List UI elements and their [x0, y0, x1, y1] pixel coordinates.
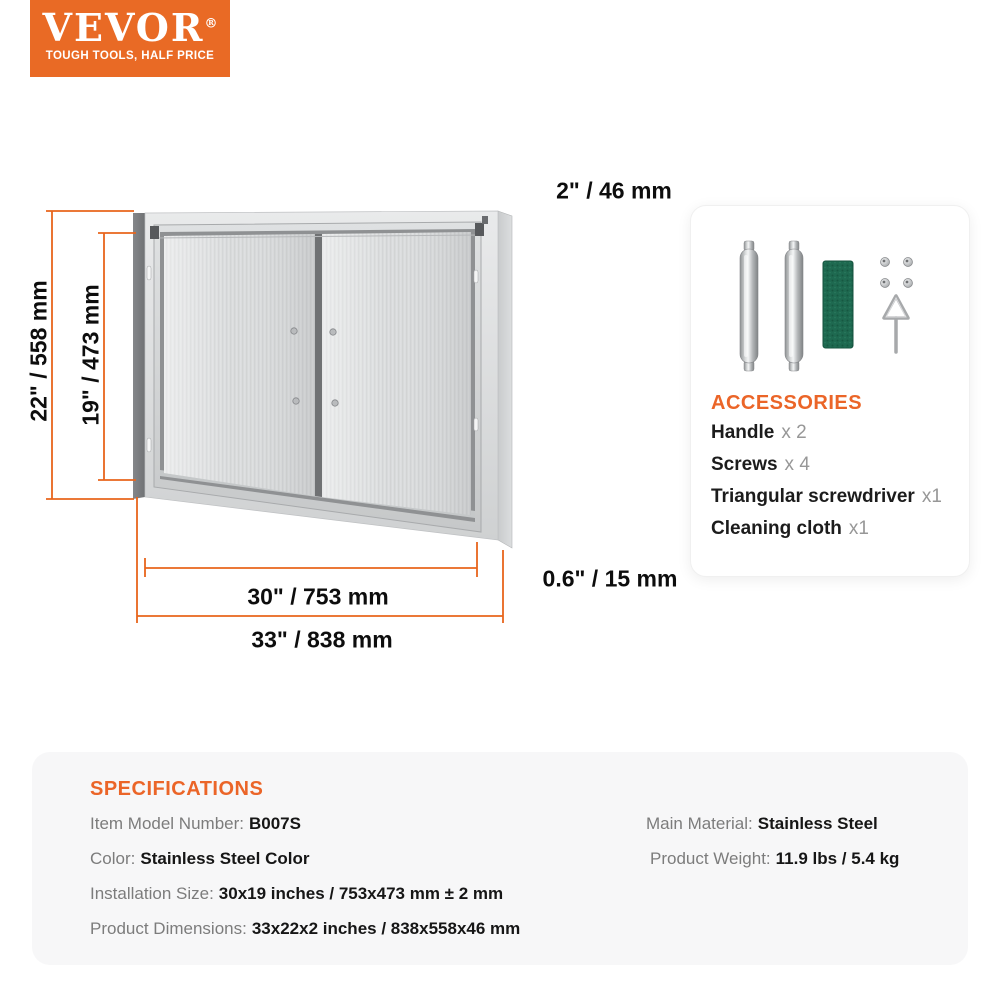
screwdriver-icon [884, 296, 908, 352]
accessory-row-screws [711, 454, 810, 476]
accessory-row-cloth [711, 518, 869, 540]
screw-hole [291, 328, 297, 334]
hinge-block-right [475, 223, 484, 236]
brand-logo [30, 0, 230, 77]
front-view [133, 211, 512, 548]
accessory-count: x 2 [781, 422, 807, 443]
spec-row-model [90, 814, 301, 834]
dim-height-inner-label: 19" / 473 mm [77, 284, 104, 426]
accessory-label: Triangular screwdriver [711, 486, 915, 507]
latch-knob [482, 216, 488, 224]
accessories-image [711, 234, 951, 384]
brand-name [30, 5, 230, 50]
spec-value: 11.9 lbs / 5.4 kg [775, 849, 900, 868]
mount-slot [147, 266, 151, 280]
door-right-side-face [498, 211, 512, 548]
spec-row-material [646, 814, 878, 834]
door-left-side-face [133, 213, 145, 499]
door-panel-left-sheen [164, 234, 315, 496]
screws-icon [881, 258, 913, 288]
hinge-block-left [150, 226, 159, 239]
mount-slot [474, 270, 478, 283]
spec-row-product-dimensions [90, 919, 520, 939]
brand-tagline: TOUGH TOOLS, HALF PRICE [45, 50, 215, 62]
spec-label: Installation Size: [90, 884, 214, 903]
screw-hole [293, 398, 299, 404]
dim-width-inner-label: 30" / 753 mm [247, 583, 389, 610]
cleaning-pad-icon [823, 261, 853, 348]
spec-row-weight [650, 849, 899, 869]
spec-value: 33x22x2 inches / 838x558x46 mm [251, 919, 521, 938]
spec-label: Main Material: [646, 814, 753, 833]
spec-label: Product Weight: [650, 849, 771, 868]
registered-mark-icon: ® [204, 16, 218, 32]
dim-line-width-inner [145, 542, 477, 577]
accessory-label: Screws [711, 454, 778, 475]
accessory-row-handle [711, 422, 807, 444]
spec-value: Stainless Steel [757, 814, 878, 833]
accessories-card [690, 205, 970, 577]
handle-icon [785, 241, 803, 371]
specifications-panel [32, 752, 968, 965]
spec-label: Color: [90, 849, 136, 868]
accessory-count: x1 [848, 518, 869, 539]
dim-thickness-label: 0.6" / 15 mm [542, 565, 678, 592]
screw-hole [330, 329, 336, 335]
accessory-count: x 4 [784, 454, 810, 475]
spec-value: 30x19 inches / 753x473 mm ± 2 mm [218, 884, 504, 903]
dim-depth-label: 2" / 46 mm [556, 177, 672, 204]
door-divider [315, 234, 322, 497]
dim-width-outer-label: 33" / 838 mm [251, 626, 393, 653]
door-panel-right-sheen [322, 232, 471, 515]
accessory-count: x1 [921, 486, 942, 507]
spec-value: B007S [249, 814, 301, 833]
spec-row-color [90, 849, 309, 869]
accessories-title: ACCESSORIES [711, 392, 863, 414]
mount-slot [474, 418, 478, 431]
screw-hole [332, 400, 338, 406]
specifications-title: SPECIFICATIONS [90, 778, 264, 800]
mount-slot [147, 438, 151, 452]
spec-row-installation-size [90, 884, 503, 904]
accessory-label: Cleaning cloth [711, 518, 842, 539]
spec-value: Stainless Steel Color [140, 849, 310, 868]
brand-name-text: VEVOR [42, 5, 205, 50]
accessory-label: Handle [711, 422, 775, 443]
accessory-row-screwdriver [711, 486, 942, 508]
handle-icon [740, 241, 758, 371]
spec-label: Item Model Number: [90, 814, 244, 833]
spec-label: Product Dimensions: [90, 919, 247, 938]
dim-height-outer-label: 22" / 558 mm [25, 280, 52, 422]
